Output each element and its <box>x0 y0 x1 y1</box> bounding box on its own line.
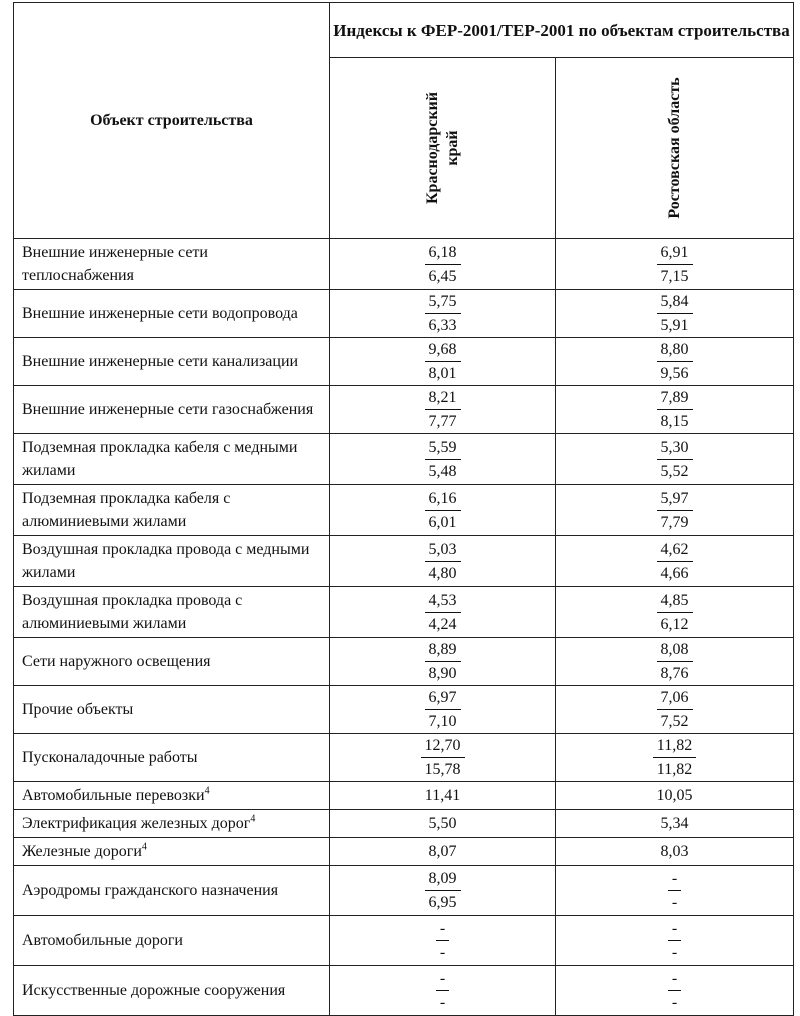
denominator-value: 8,90 <box>428 665 457 682</box>
numerator-value: 7,89 <box>657 387 693 410</box>
rostov-value-cell: 5,34 <box>556 810 794 838</box>
denominator-value: 6,95 <box>428 894 457 911</box>
numerator-value: 5,75 <box>425 291 461 314</box>
krasnodar-value-cell <box>330 587 556 638</box>
rostov-value-cell <box>556 434 794 485</box>
object-name-cell: Сети наружного освещения <box>14 638 330 686</box>
index-table <box>13 2 794 1016</box>
rostov-value-cell <box>556 734 794 782</box>
numerator-value: 7,06 <box>657 687 693 710</box>
numerator-value: 6,97 <box>425 687 461 710</box>
rostov-value-cell <box>556 638 794 686</box>
table-row <box>14 638 794 686</box>
table-row <box>14 686 794 734</box>
denominator-value: - <box>439 944 446 961</box>
numerator-value: 4,62 <box>657 539 693 562</box>
numerator-value: - <box>436 968 449 991</box>
krasnodar-value-cell <box>330 434 556 485</box>
table-row <box>14 386 794 434</box>
table-row <box>14 290 794 338</box>
krasnodar-value-cell <box>330 916 556 966</box>
denominator-value: 6,33 <box>428 317 457 334</box>
krasnodar-value-cell: 8,07 <box>330 838 556 866</box>
object-name-cell: Железные дороги$^4$ <box>14 838 330 866</box>
denominator-value: 15,78 <box>424 761 461 778</box>
denominator-value: 7,79 <box>660 513 689 531</box>
numerator-value: 5,59 <box>425 437 461 460</box>
numerator-value: 12,70 <box>421 735 465 758</box>
table-row <box>14 587 794 638</box>
object-name-cell: Автомобильные дороги <box>14 916 330 966</box>
numerator-value: 5,30 <box>657 437 693 460</box>
object-name-cell: Автомобильные перевозки$^4$ <box>14 782 330 810</box>
krasnodar-value-cell <box>330 734 556 782</box>
denominator-value: 4,66 <box>660 564 689 582</box>
numerator-value: 9,68 <box>425 339 461 362</box>
table-row <box>14 485 794 536</box>
object-name-cell: Внешние инженерные сети канализации <box>14 338 330 386</box>
numerator-value: 8,80 <box>657 339 693 362</box>
rostov-value-cell <box>556 239 794 290</box>
denominator-value: - <box>671 894 678 911</box>
rostov-value-cell <box>556 966 794 1016</box>
denominator-value: 9,56 <box>660 365 689 382</box>
numerator-value: 8,09 <box>425 868 461 891</box>
numerator-value: 8,89 <box>425 639 461 662</box>
krasnodar-value-cell <box>330 686 556 734</box>
object-name-cell: Внешние инженерные сети водопровода <box>14 290 330 338</box>
table-row <box>14 782 794 810</box>
object-name-cell: Аэродромы гражданского назначения <box>14 866 330 916</box>
numerator-value: 6,91 <box>657 242 693 265</box>
krasnodar-value-cell <box>330 290 556 338</box>
denominator-value: 4,80 <box>428 564 457 582</box>
table-row <box>14 810 794 838</box>
rostov-value-cell: 8,03 <box>556 838 794 866</box>
table-row <box>14 838 794 866</box>
object-name-cell: Внешние инженерные сети газоснабжения <box>14 386 330 434</box>
object-name-cell: Пусконаладочные работы <box>14 734 330 782</box>
numerator-value: 4,85 <box>657 590 693 613</box>
krasnodar-value-cell <box>330 338 556 386</box>
denominator-value: 8,01 <box>428 365 457 382</box>
denominator-value: 5,91 <box>660 317 689 334</box>
table-row <box>14 434 794 485</box>
rostov-value-cell <box>556 386 794 434</box>
denominator-value: 8,15 <box>660 413 689 430</box>
object-name-cell: Внешние инженерные сети теплоснабжения <box>14 239 330 290</box>
table-row <box>14 966 794 1016</box>
object-name-cell: Прочие объекты <box>14 686 330 734</box>
rostov-value-cell <box>556 587 794 638</box>
numerator-value: 5,97 <box>657 488 693 511</box>
object-name-cell: Подземная прокладка кабеля с медными жилами <box>14 434 330 485</box>
numerator-value: 8,21 <box>425 387 461 410</box>
group-header: Индексы к ФЕР-2001/ТЕР-2001 по объектам строительства <box>330 3 794 58</box>
numerator-value: 5,84 <box>657 291 693 314</box>
rostov-value-cell <box>556 866 794 916</box>
rostov-value-cell <box>556 916 794 966</box>
krasnodar-value-cell <box>330 536 556 587</box>
footnote-marker: 4 <box>250 813 256 825</box>
rostov-value-cell <box>556 686 794 734</box>
numerator-value: 4,53 <box>425 590 461 613</box>
rostov-value-cell <box>556 338 794 386</box>
object-name-cell: Воздушная прокладка провода с алюминиевыми жилами <box>14 587 330 638</box>
table-row <box>14 916 794 966</box>
footnote-marker: 4 <box>141 841 147 853</box>
numerator-value: 6,16 <box>425 488 461 511</box>
denominator-value: - <box>439 994 446 1011</box>
object-column-header: Объект строительства <box>14 3 330 239</box>
denominator-value: 4,24 <box>428 615 457 633</box>
rostov-value-cell: 10,05 <box>556 782 794 810</box>
object-name-cell: Подземная прокладка кабеля с алюминиевыми жилами <box>14 485 330 536</box>
denominator-value: 6,45 <box>428 267 457 285</box>
denominator-value: 5,48 <box>428 462 457 480</box>
table-row <box>14 338 794 386</box>
numerator-value: 5,03 <box>425 539 461 562</box>
denominator-value: 6,12 <box>660 615 689 633</box>
numerator-value: - <box>668 968 681 991</box>
krasnodar-value-cell: 11,41 <box>330 782 556 810</box>
denominator-value: 7,15 <box>660 267 689 285</box>
object-name-cell: Искусственные дорожные сооружения <box>14 966 330 1016</box>
denominator-value: - <box>671 994 678 1011</box>
rostov-column-header: Ростовская область <box>556 58 794 239</box>
denominator-value: - <box>671 944 678 961</box>
table-row <box>14 536 794 587</box>
krasnodar-value-cell <box>330 386 556 434</box>
denominator-value: 7,10 <box>428 713 457 730</box>
numerator-value: 11,82 <box>653 735 696 758</box>
krasnodar-value-cell <box>330 638 556 686</box>
krasnodar-value-cell <box>330 966 556 1016</box>
denominator-value: 8,76 <box>660 665 689 682</box>
numerator-value: - <box>436 918 449 941</box>
rostov-value-cell <box>556 485 794 536</box>
rostov-value-cell <box>556 536 794 587</box>
object-name-cell: Электрификация железных дорог$^4$ <box>14 810 330 838</box>
krasnodar-column-header: Краснодарский край <box>330 58 556 239</box>
krasnodar-value-cell <box>330 485 556 536</box>
denominator-value: 5,52 <box>660 462 689 480</box>
table-row <box>14 866 794 916</box>
denominator-value: 11,82 <box>656 761 693 778</box>
denominator-value: 7,77 <box>428 413 457 430</box>
numerator-value: - <box>668 918 681 941</box>
table-row <box>14 239 794 290</box>
denominator-value: 6,01 <box>428 513 457 531</box>
krasnodar-value-cell <box>330 866 556 916</box>
table-row <box>14 734 794 782</box>
krasnodar-value-cell <box>330 239 556 290</box>
object-name-cell: Воздушная прокладка провода с медными жилами <box>14 536 330 587</box>
krasnodar-value-cell: 5,50 <box>330 810 556 838</box>
footnote-marker: 4 <box>204 785 210 797</box>
numerator-value: 6,18 <box>425 242 461 265</box>
numerator-value: - <box>668 868 681 891</box>
denominator-value: 7,52 <box>660 713 689 730</box>
numerator-value: 8,08 <box>657 639 693 662</box>
rostov-value-cell <box>556 290 794 338</box>
